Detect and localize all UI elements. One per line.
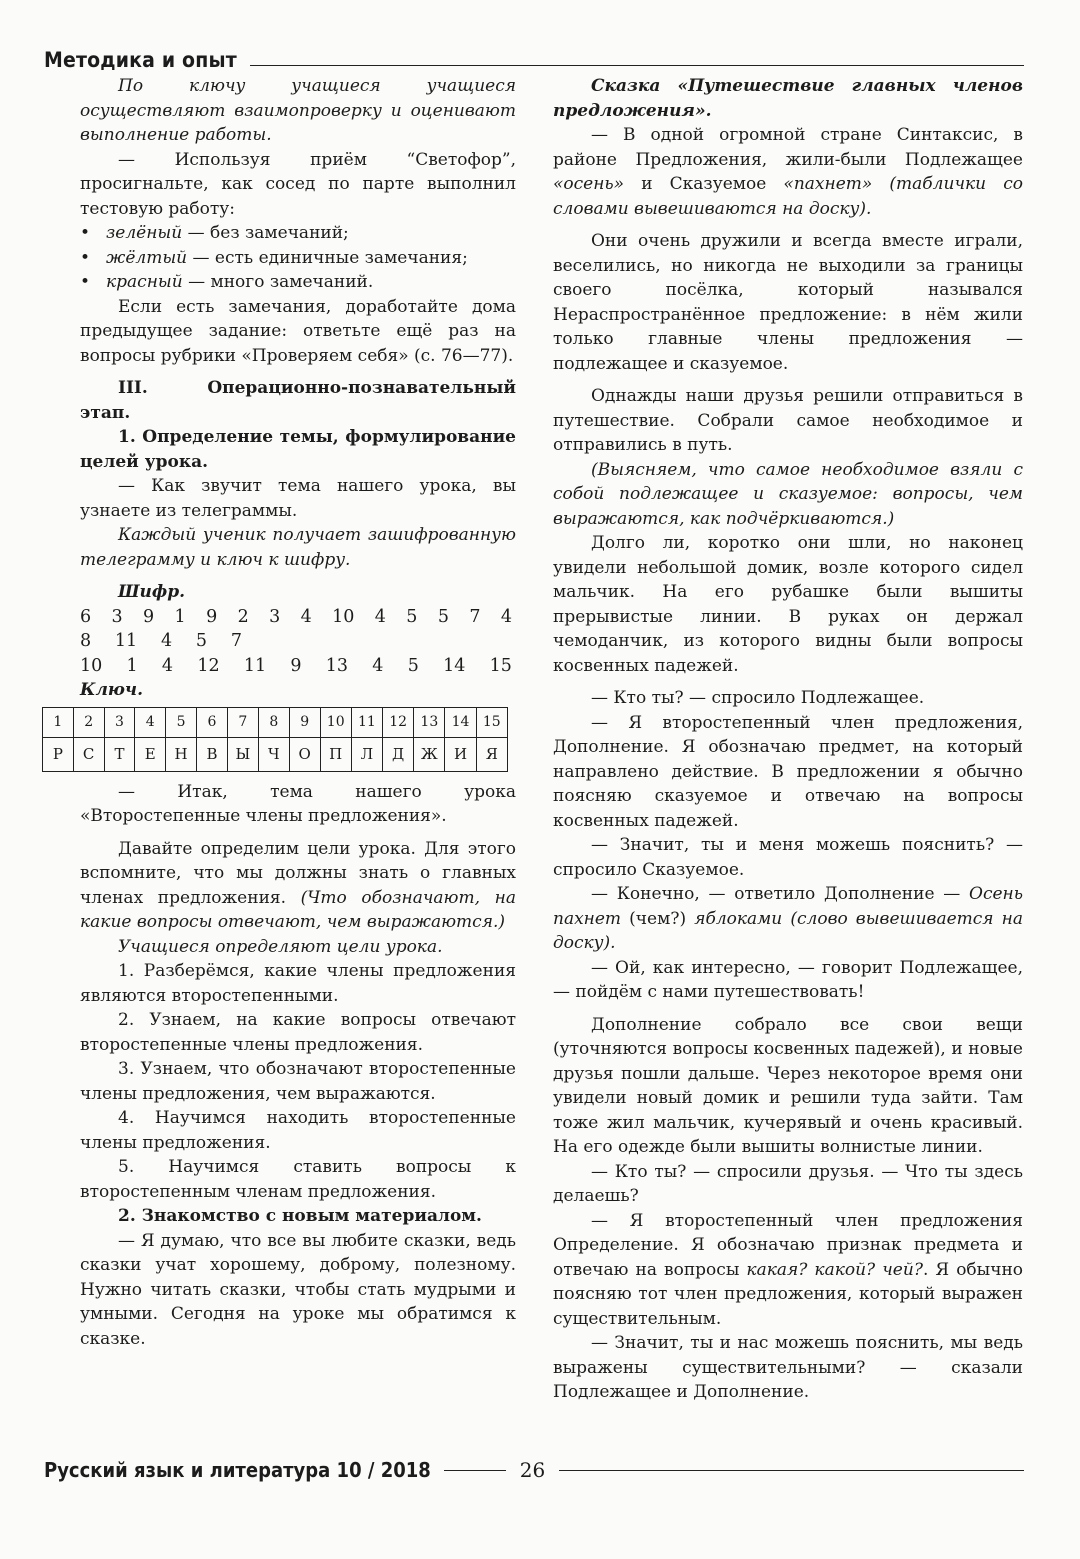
italic-span: яблоками [694, 908, 783, 929]
paragraph [80, 837, 516, 935]
cipher-number: 4 [374, 606, 386, 627]
bullet-text: — много замечаний. [182, 272, 374, 292]
bullet-color: жёлтый [106, 247, 188, 268]
paragraph: — Значит, ты и меня можешь пояснить? — спросило Сказуемое. [553, 835, 1023, 880]
paragraph: — Кто ты? — спросило Подлежащее. [591, 688, 925, 708]
key-number-cell: 5 [166, 707, 197, 737]
paragraph [553, 1209, 1023, 1332]
key-letter-cell: Ы [227, 737, 258, 771]
key-letter-cell: Д [383, 737, 414, 771]
paragraph: Дополнение собрало все свои вещи (уточняются вопросы косвенных падежей), и новые друзья пошли дальше. Через некоторое время они увидели новый домик и решили туда зайти. Там тоже жил мальчик, кучерявый и очень красивый. На его одежде были вышиты волнистые линии. [553, 1014, 1023, 1157]
key-number-cell: 15 [476, 707, 507, 737]
paragraph: — Итак, тема нашего урока «Второстепенные члены предложения». [80, 781, 516, 826]
paragraph: Они очень дружили и всегда вместе играли, веселились, но никогда не выходили за границы своего посёлка, который назывался Нераспространённое предложение: в нём жили только главные члены предложения — подлежащее и сказуемое. [553, 231, 1023, 374]
right-column [553, 74, 1023, 1405]
paragraph: — Ой, как интересно, — говорит Подлежащее, — пойдём с нами путешествовать! [553, 957, 1023, 1002]
cipher-number: 8 [80, 631, 92, 651]
text-span: — Конечно, — ответило Дополнение — [591, 884, 970, 904]
key-letter-cell: Я [476, 737, 507, 771]
cipher-number: 5 [437, 606, 449, 627]
cipher-number: 14 [443, 655, 466, 676]
cipher-number: 9 [290, 655, 302, 676]
key-number-cell: 12 [383, 707, 414, 737]
cipher-number: 5 [195, 631, 208, 651]
goal-item: 5. Научимся ставить вопросы к второстепенным членам предложения. [80, 1157, 516, 1202]
running-header [44, 44, 1024, 72]
paragraph: — Я думаю, что все вы любите сказки, ведь сказки учат хорошему, доброму, полезному. Нужно читать сказки, чтобы стать мудрыми и умными. Сегодня на уроке мы обратимся к сказке. [80, 1230, 516, 1349]
key-number-cell: 6 [197, 707, 228, 737]
bullet-text: — без замечаний; [182, 223, 349, 243]
cipher-number: 7 [230, 631, 242, 651]
paragraph: Однажды наши друзья решили отправиться в путешествие. Собрали самое необходимое и отправились в путь. [553, 386, 1023, 455]
key-letter-cell: Т [104, 737, 135, 771]
cipher-number: 4 [372, 655, 384, 676]
italic-span: (Что обозначают, на какие вопросы отвечают, чем выражаются.) [80, 887, 516, 932]
text-span: и Сказуемое [624, 174, 784, 194]
italic-span: Осень пахнет [553, 884, 1023, 929]
paragraph: — Используя приём “Светофор”, просигнальте, как сосед по парте выполнил тестовую работу: [80, 149, 516, 219]
key-letter-cell: П [320, 737, 351, 771]
key-letter-cell: Р [43, 737, 74, 771]
cipher-number: 4 [300, 606, 312, 627]
section-title: Методика и опыт [44, 48, 237, 72]
journal-title: Русский язык и литература 10 / 2018 [44, 1458, 431, 1482]
cipher-number: 11 [243, 655, 267, 676]
cipher-number: 3 [111, 606, 123, 627]
bullet-item [80, 246, 516, 271]
bullet-item [80, 270, 516, 295]
text-span: — В одной огромной стране Синтаксис, в районе Предложения, жили-были Подлежащее [553, 125, 1023, 170]
subheading: 2. Знакомство с новым материалом. [118, 1206, 482, 1226]
key-number-cell: 2 [73, 707, 104, 737]
bullet-item [80, 221, 516, 246]
cipher-number: 9 [206, 606, 218, 627]
paragraph: — Я второстепенный член предложения, Дополнение. Я обозначаю предмет, на который направлено действие. В предложении я обычно поясняю сказуемое и отвечаю на вопросы косвенных падежей. [553, 712, 1023, 831]
cipher-number: 7 [469, 606, 481, 627]
paragraph: — Значит, ты и нас можешь пояснить, мы ведь выражены существительными? — сказали Подлежащее и Дополнение. [553, 1333, 1023, 1402]
bullet-color: красный [106, 272, 183, 292]
cipher-label: Шифр. [118, 582, 186, 602]
cipher-number: 5 [407, 655, 419, 676]
key-number-cell: 7 [227, 707, 258, 737]
cipher-number: 2 [237, 606, 249, 627]
cipher-number: 10 [332, 606, 355, 627]
text-span: — Я второстепенный член предложения Определение. Я обозначаю признак предмета и отвечаю на вопросы [553, 1210, 1023, 1280]
key-letter-cell: Л [351, 737, 382, 771]
key-letter-cell: Ч [258, 737, 289, 771]
paragraph: — Кто ты? — спросили друзья. — Что ты здесь делаешь? [553, 1161, 1023, 1206]
key-number-cell: 4 [135, 707, 166, 737]
key-number-cell: 1 [43, 707, 74, 737]
text-span: . Я обычно поясняю тот член предложения, который выражен существительным. [553, 1259, 1024, 1329]
cipher-row [80, 629, 242, 654]
cipher-number: 4 [160, 631, 173, 651]
goal-item: 1. Разберёмся, какие члены предложения являются второстепенными. [80, 961, 516, 1006]
running-footer [44, 1455, 1024, 1485]
italic-span: «пахнет» [783, 174, 873, 194]
key-number-cell: 10 [320, 707, 351, 737]
header-rule [250, 65, 1024, 66]
cipher-number: 1 [126, 655, 138, 676]
paragraph: По ключу учащиеся учащиеся осуществляют взаимопроверку и оценивают выполнение работы. [80, 76, 516, 145]
key-number-row [43, 707, 508, 737]
bullet-text: — есть единичные замечания; [187, 247, 468, 268]
bullet-icon: • [80, 247, 91, 268]
paragraph: Каждый ученик получает зашифрованную телеграмму и ключ к шифру. [80, 525, 516, 570]
subheading: 1. Определение темы, формулирование целей урока. [80, 427, 516, 472]
text-span: Давайте определим цели урока. Для этого вспомните, что мы должны знать о главных членах предложения. [80, 838, 516, 908]
key-letter-cell: С [73, 737, 104, 771]
cipher-key-table [42, 707, 508, 772]
left-column [52, 74, 516, 1351]
italic-span: (таблички со словами вывешиваются на доску). [553, 174, 1024, 219]
key-letter-cell: В [197, 737, 228, 771]
key-letter-cell: О [289, 737, 320, 771]
paragraph [553, 882, 1023, 956]
cipher-number: 5 [406, 606, 418, 627]
page-number: 26 [519, 1458, 546, 1482]
cipher-row [80, 654, 512, 679]
key-number-cell: 9 [289, 707, 320, 737]
cipher-number: 4 [161, 655, 174, 676]
italic-span: (слово вывешивается на доску). [553, 908, 1023, 953]
key-letter-cell: Ж [414, 737, 445, 771]
stage-heading: III. Операционно-познавательный этап. [80, 378, 516, 423]
cipher-number: 4 [500, 606, 512, 627]
key-letter-cell: Е [135, 737, 166, 771]
italic-span: «осень» [553, 174, 625, 194]
paragraph: (Выясняем, что самое необходимое взяли с собой подлежащее и сказуемое: вопросы, чем выражаются, как подчёркиваются.) [553, 459, 1023, 529]
goal-item: 3. Узнаем, что обозначают второстепенные члены предложения, чем выражаются. [80, 1059, 516, 1104]
cipher-block [80, 605, 516, 679]
paragraph: Долго ли, коротко они шли, но наконец увидели небольшой домик, возле которого сидел мальчик. На его рубашке были вышиты прерывистые линии. В руках он держал чемоданчик, из которого видны были вопросы косвенных падежей. [553, 533, 1023, 676]
footer-rule [444, 1470, 506, 1471]
cipher-row [80, 605, 512, 630]
key-number-cell: 14 [445, 707, 476, 737]
key-number-cell: 8 [258, 707, 289, 737]
italic-span: какая? какой? чей? [746, 1259, 923, 1280]
paragraph: — Как звучит тема нашего урока, вы узнаете из телеграммы. [80, 476, 516, 521]
key-label: Ключ. [80, 680, 144, 700]
cipher-number: 15 [489, 655, 512, 676]
key-letter-cell: Н [166, 737, 197, 771]
bullet-icon: • [80, 223, 91, 243]
key-letter-row [43, 737, 508, 771]
key-number-cell: 13 [414, 707, 445, 737]
cipher-number: 10 [80, 655, 103, 676]
tale-title: Сказка «Путешествие главных членов предложения». [553, 76, 1023, 121]
bullet-icon: • [80, 272, 91, 292]
cipher-number: 9 [143, 606, 155, 627]
paragraph: Если есть замечания, доработайте дома предыдущее задание: ответьте ещё раз на вопросы рубрики «Проверяем себя» (с. 76—77). [80, 296, 516, 366]
cipher-number: 3 [269, 606, 281, 627]
key-number-cell: 11 [351, 707, 382, 737]
text-span: (чем?) [621, 908, 695, 929]
goal-item: 2. Узнаем, на какие вопросы отвечают второстепенные члены предложения. [80, 1010, 516, 1055]
cipher-number: 12 [197, 655, 220, 676]
footer-rule [559, 1470, 1024, 1471]
key-number-cell: 3 [104, 707, 135, 737]
cipher-number: 6 [80, 606, 92, 627]
cipher-number: 13 [325, 655, 349, 676]
paragraph [553, 123, 1023, 221]
key-letter-cell: И [445, 737, 476, 771]
cipher-number: 11 [114, 631, 138, 651]
bullet-color: зелёный [106, 223, 183, 243]
cipher-number: 1 [174, 606, 186, 627]
paragraph: Учащиеся определяют цели урока. [118, 936, 443, 957]
goal-item: 4. Научимся находить второстепенные члены предложения. [80, 1108, 516, 1153]
